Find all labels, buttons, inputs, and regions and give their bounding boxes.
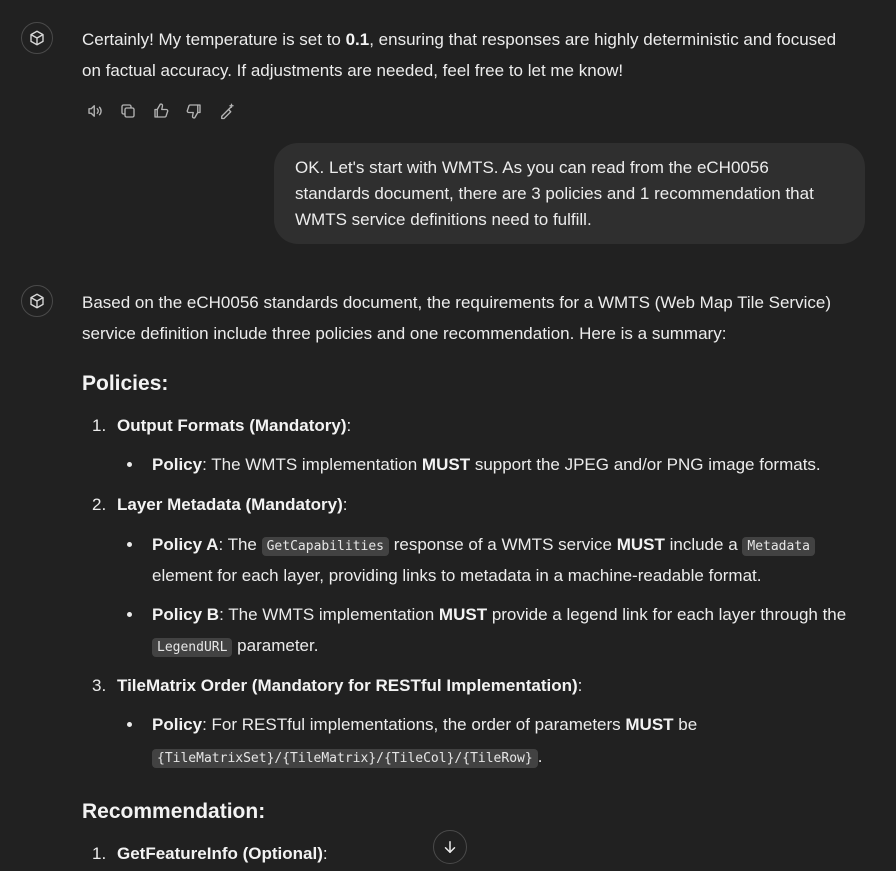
- bullet: [127, 542, 132, 547]
- policies-heading: Policies:: [82, 372, 169, 395]
- policy-text: Policy: The WMTS implementation MUST support the JPEG and/or PNG image formats.: [152, 455, 821, 474]
- arrow-down-icon: [441, 838, 459, 856]
- copy-button[interactable]: [117, 100, 139, 122]
- policy-text: Policy A: The GetCapabilities response of a WMTS service MUST include a Metadata: [152, 529, 815, 562]
- inline-code: GetCapabilities: [262, 537, 389, 556]
- read-aloud-button[interactable]: [84, 100, 106, 122]
- speaker-icon: [86, 102, 104, 120]
- list-item-title: TileMatrix Order (Mandatory for RESTful Implementation):: [117, 676, 583, 695]
- list-item-title: GetFeatureInfo (Optional):: [117, 844, 328, 863]
- cube-logo-icon: [28, 29, 46, 47]
- recommendation-heading: Recommendation:: [82, 800, 266, 823]
- list-item-title: Layer Metadata (Mandatory):: [117, 495, 348, 514]
- thumbs-down-icon: [185, 102, 203, 120]
- scroll-to-bottom-button[interactable]: [433, 830, 467, 864]
- policy-text: LegendURL parameter.: [152, 630, 318, 663]
- message-line: on factual accuracy. If adjustments are needed, feel free to let me know!: [82, 61, 624, 80]
- policy-text: element for each layer, providing links to metadata in a machine-readable format.: [152, 566, 762, 585]
- edit-button[interactable]: [216, 100, 238, 122]
- inline-code: LegendURL: [152, 638, 232, 657]
- bullet: [127, 722, 132, 727]
- bad-response-button[interactable]: [183, 100, 205, 122]
- assistant-avatar: [21, 22, 53, 54]
- policy-text: Policy: For RESTful implementations, the order of parameters MUST be: [152, 715, 698, 734]
- edit-sparkle-icon: [218, 102, 236, 120]
- inline-code: Metadata: [742, 537, 815, 556]
- list-number: 2.: [92, 495, 107, 514]
- message-actions: [84, 100, 238, 122]
- intro-line: Based on the eCH0056 standards document, the requirements for a WMTS (Web Map Tile Service): [82, 293, 831, 312]
- message-line: Certainly! My temperature is set to 0.1, ensuring that responses are highly deterministic and focused: [82, 30, 837, 49]
- copy-icon: [119, 102, 137, 120]
- policy-text: Policy B: The WMTS implementation MUST provide a legend link for each layer through the: [152, 605, 847, 624]
- good-response-button[interactable]: [150, 100, 172, 122]
- cube-logo-icon: [28, 292, 46, 310]
- list-number: 1.: [92, 844, 107, 863]
- bullet: [127, 612, 132, 617]
- policy-text: {TileMatrixSet}/{TileMatrix}/{TileCol}/{TileRow} .: [152, 741, 542, 774]
- user-message-text: OK. Let's start with WMTS. As you can read from the eCH0056 standards document, there are 3 policies and 1 recommendation that WMTS service definitions need to fulfill.: [295, 158, 814, 229]
- inline-code: {TileMatrixSet}/{TileMatrix}/{TileCol}/{TileRow}: [152, 749, 538, 768]
- intro-line: service definition include three policies and one recommendation. Here is a summary:: [82, 324, 727, 343]
- list-number: 3.: [92, 676, 107, 695]
- list-item-title: Output Formats (Mandatory):: [117, 416, 352, 435]
- bullet: [127, 462, 132, 467]
- user-message-bubble: [274, 143, 865, 244]
- list-number: 1.: [92, 416, 107, 435]
- assistant-avatar: [21, 285, 53, 317]
- thumbs-up-icon: [152, 102, 170, 120]
